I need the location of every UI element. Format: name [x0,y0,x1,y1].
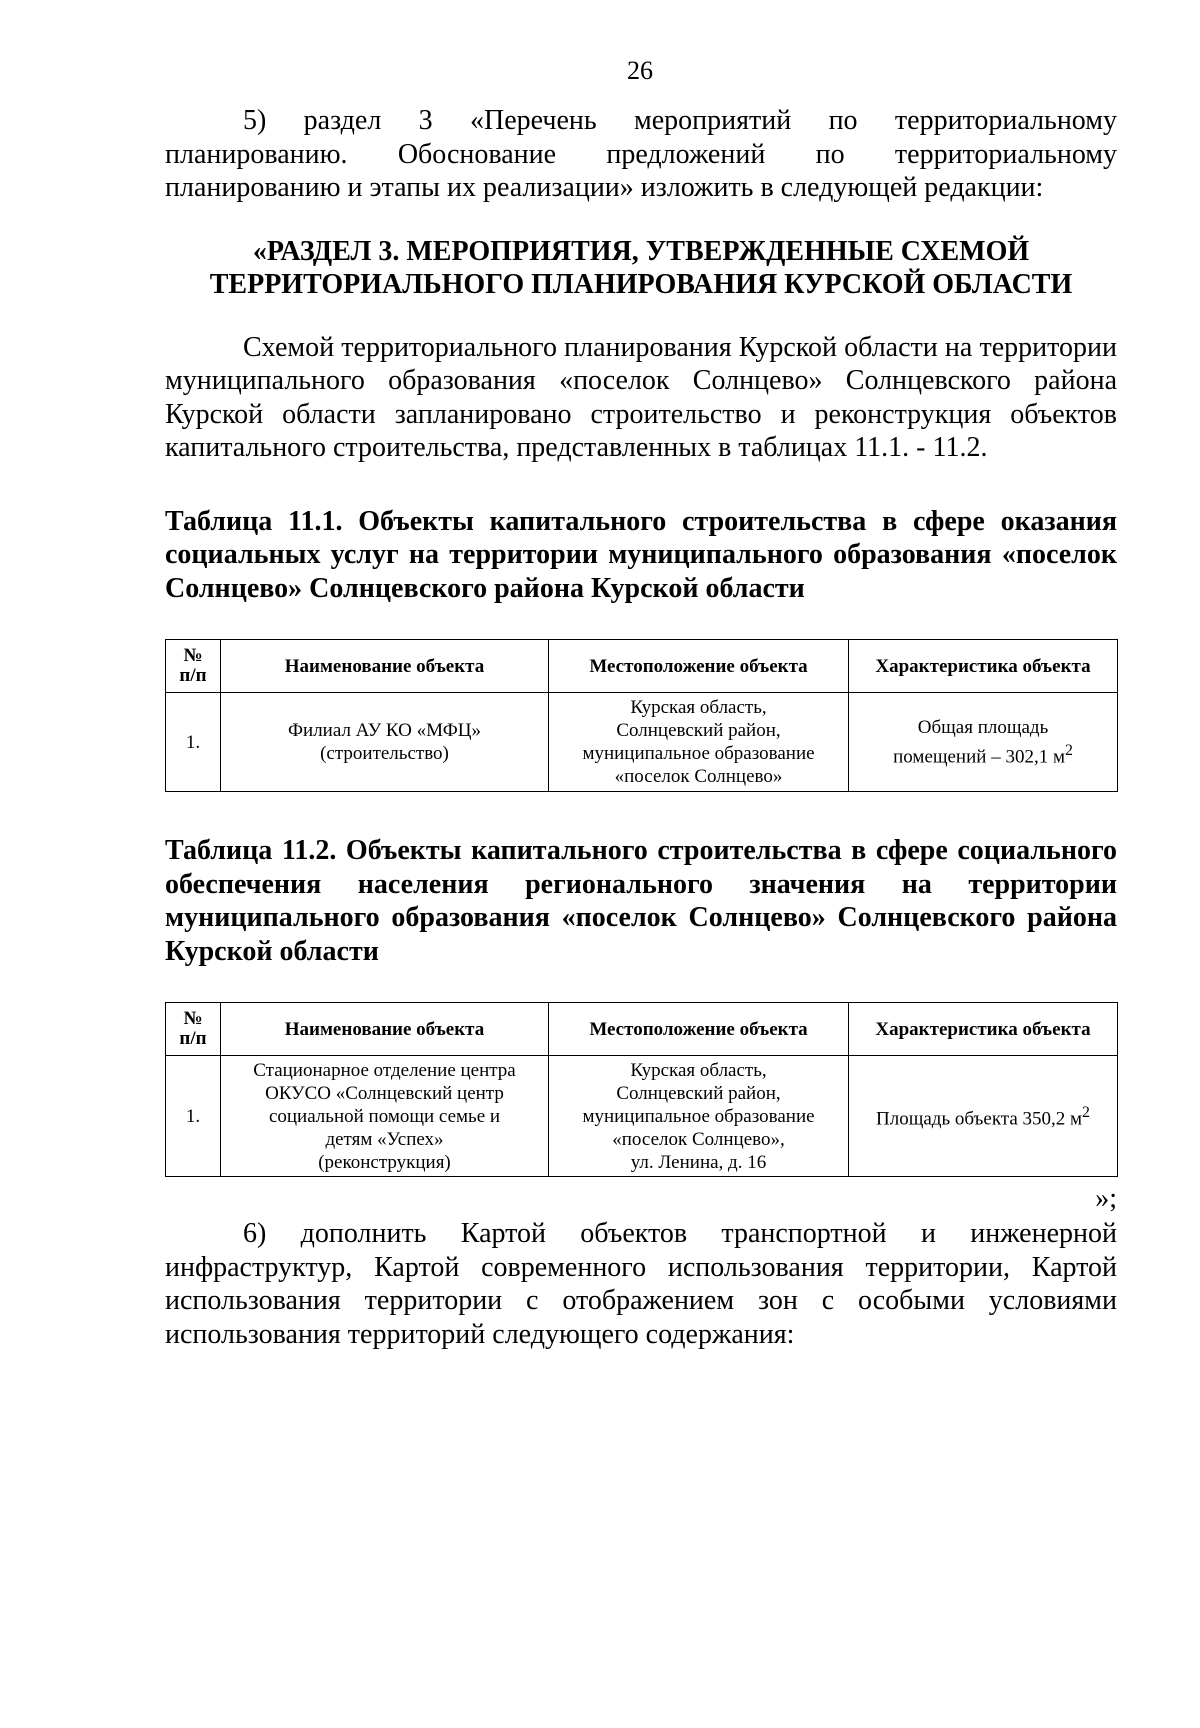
cell-location-line: Солнцевский район, [616,1082,781,1104]
cell-name [221,693,549,792]
col-header-number-line-1: № [183,1008,203,1029]
cell-location-line: Курская область, [630,1059,767,1081]
table-header-row [166,1003,1118,1056]
closing-quote: »; [1095,1183,1117,1214]
section-heading-line-2: ТЕРРИТОРИАЛЬНОГО ПЛАНИРОВАНИЯ КУРСКОЙ ОБЛАСТИ [209,268,1073,300]
col-header-location: Местоположение объекта [549,640,849,693]
unit-superscript: 2 [1064,741,1073,759]
table-row [166,693,1118,792]
col-header-number-line-1: № [183,645,203,666]
cell-characteristic-line: Общая площадь [917,716,1049,738]
table-2-caption: Таблица 11.2. Объекты капитального строительства в сфере социального обеспечения населения регионального значения на территории муниципального образования «поселок Солнцево» Солнцевского района Курской области [165,835,1117,967]
col-header-location: Местоположение объекта [549,1003,849,1056]
table-1 [165,639,1118,792]
cell-name-line: Стационарное отделение центра [253,1059,516,1081]
cell-name [221,1056,549,1177]
cell-name-line: социальной помощи семье и [268,1105,501,1127]
table-header-row [166,640,1118,693]
cell-characteristic-text: Площадь объекта 350,2 м [876,1108,1083,1130]
item-6-paragraph: 6) дополнить Картой объектов транспортной и инженерной инфраструктур, Картой современного использования территории, Картой использования территории с отображением зон с особыми условиями использования территорий следующего содержания: [165,1218,1117,1350]
table-2 [165,1002,1118,1177]
page-number: 26 [627,56,653,85]
col-header-name: Наименование объекта [221,1003,549,1056]
col-header-number [166,640,221,693]
unit-superscript: 2 [1082,1104,1090,1122]
cell-location [549,693,849,792]
cell-location-line: муниципальное образование [582,743,815,764]
col-header-number-line-2: п/п [179,1028,207,1049]
cell-name-line: детям «Успех» [325,1128,444,1150]
cell-location-line: муниципальное образование [582,1105,815,1127]
cell-number: 1. [166,1056,221,1177]
table-row [166,1056,1118,1177]
cell-characteristic-line: помещений – 302,1 м [893,746,1065,768]
col-header-characteristic: Характеристика объекта [849,1003,1118,1056]
cell-location-line: «поселок Солнцево» [614,766,783,787]
page-content [165,104,1117,1351]
section-heading [165,235,1117,301]
col-header-characteristic: Характеристика объекта [849,640,1118,693]
cell-characteristic [849,1056,1118,1177]
cell-location-line: ул. Ленина, д. 16 [630,1151,767,1173]
col-header-number-line-2: п/п [179,665,207,686]
body-paragraph: Схемой территориального планирования Курской области на территории муниципального образования «поселок Солнцево» Солнцевского района Курской области запланировано строительство и реконструкция объектов капитального строительства, представленных в таблицах 11.1. - 11.2. [165,331,1117,463]
cell-name-line: ОКУСО «Солнцевский центр [265,1082,504,1104]
table-1-caption: Таблица 11.1. Объекты капитального строительства в сфере оказания социальных услуг на территории муниципального образования «поселок Солнцево» Солнцевского района Курской области [165,505,1117,604]
cell-number: 1. [166,693,221,792]
col-header-name: Наименование объекта [221,640,549,693]
cell-location-line: Курская область, [630,697,767,718]
cell-name-line: Филиал АУ КО «МФЦ» [288,720,481,741]
col-header-number [166,1003,221,1056]
cell-name-line: (строительство) [320,743,449,764]
cell-characteristic [849,693,1118,792]
cell-location-line: «поселок Солнцево», [612,1128,785,1150]
cell-name-line: (реконструкция) [318,1151,451,1173]
cell-location [549,1056,849,1177]
section-heading-line-1: «РАЗДЕЛ 3. МЕРОПРИЯТИЯ, УТВЕРЖДЕННЫЕ СХЕМОЙ [252,235,1030,267]
cell-location-line: Солнцевский район, [616,720,781,741]
intro-paragraph: 5) раздел 3 «Перечень мероприятий по территориальному планированию. Обоснование предложений по территориальному планированию и этапы их реализации» изложить в следующей редакции: [165,105,1117,203]
